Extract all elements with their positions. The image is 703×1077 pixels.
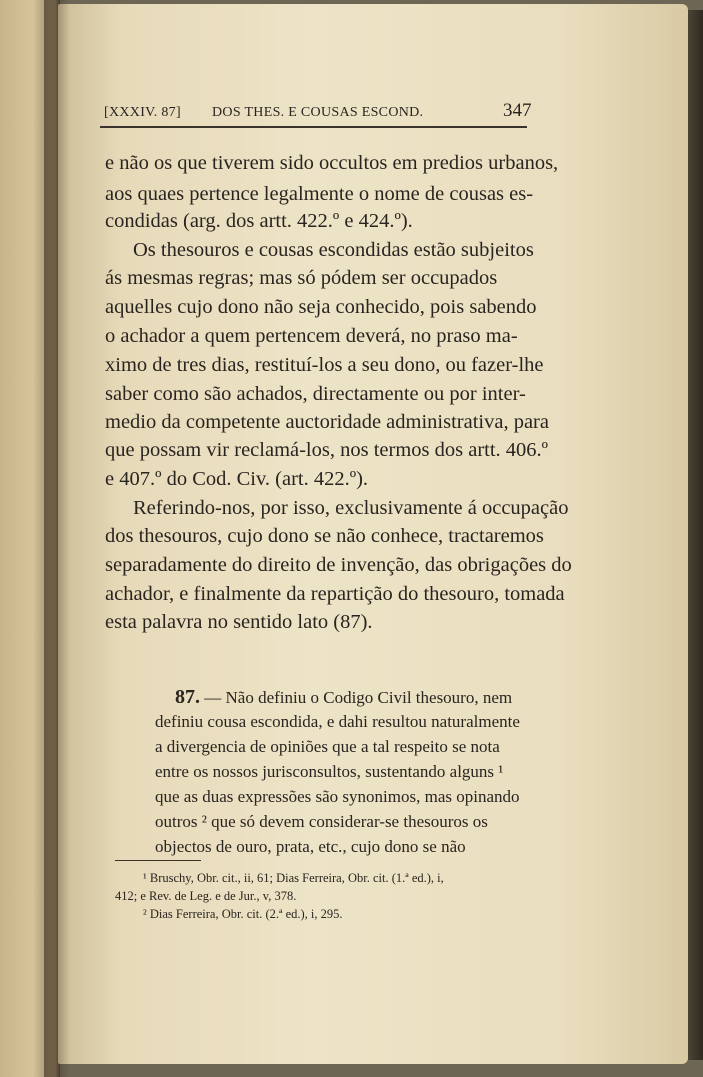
footnote-rule	[115, 860, 201, 861]
body-line: separadamente do direito de invenção, das obrigações do	[105, 554, 572, 576]
footnote-line: 412; e Rev. de Leg. e de Jur., v, 378.	[115, 889, 297, 903]
note-line: outros ² que só devem considerar-se thesouros os	[155, 812, 488, 831]
header-rule	[100, 126, 527, 128]
footnote-line: ¹ Bruschy, Obr. cit., ii, 61; Dias Ferreira, Obr. cit. (1.ª ed.), i,	[143, 871, 444, 885]
body-line: e 407.º do Cod. Civ. (art. 422.º).	[105, 468, 369, 490]
header-running-title: DOS THES. E COUSAS ESCOND.	[212, 105, 424, 120]
note-line: objectos de ouro, prata, etc., cujo dono se não	[155, 837, 466, 856]
body-line: aquelles cujo dono não seja conhecido, pois sabendo	[105, 296, 537, 318]
body-line: ximo de tres dias, restituí-los a seu dono, ou fazer-lhe	[105, 354, 544, 376]
body-line: Referindo-nos, por isso, exclusivamente á occupação	[133, 497, 569, 519]
body-line: o achador a quem pertencem deverá, no praso ma-	[105, 325, 518, 347]
header-section: [XXXIV. 87]	[104, 105, 181, 120]
body-line: medio da competente auctoridade administrativa, para	[105, 411, 549, 433]
body-line: e não os que tiverem sido occultos em predios urbanos,	[105, 152, 559, 174]
footnote-line: ² Dias Ferreira, Obr. cit. (2.ª ed.), i, 295.	[143, 907, 343, 921]
body-line: Os thesouros e cousas escondidas estão subjeitos	[133, 239, 534, 261]
body-line: dos thesouros, cujo dono se não conhece, tractaremos	[105, 525, 544, 547]
note-line: definiu cousa escondida, e dahi resultou naturalmente	[155, 712, 520, 731]
book-gutter	[44, 0, 70, 1077]
body-line: esta palavra no sentido lato (87).	[105, 611, 373, 633]
note-line: a divergencia de opiniões que a tal respeito se nota	[155, 737, 500, 756]
body-line: ás mesmas regras; mas só pódem ser occupados	[105, 267, 498, 289]
page-edge-shadow	[688, 10, 703, 1060]
note-number: 87.	[175, 686, 200, 708]
body-line: condidas (arg. dos artt. 422.º e 424.º).	[105, 210, 413, 232]
note-line: — Não definiu o Codigo Civil thesouro, nem	[204, 688, 513, 707]
note-line: entre os nossos jurisconsultos, sustentando alguns ¹	[155, 762, 504, 781]
body-line: que possam vir reclamá-los, nos termos dos artt. 406.º	[105, 439, 549, 461]
page-number: 347	[503, 100, 532, 121]
body-line: aos quaes pertence legalmente o nome de cousas es-	[105, 183, 534, 205]
body-line: saber como são achados, directamente ou por inter-	[105, 383, 526, 405]
body-line: achador, e finalmente da repartição do thesouro, tomada	[105, 583, 565, 605]
note-line: que as duas expressões são synonimos, mas opinando	[155, 787, 520, 806]
